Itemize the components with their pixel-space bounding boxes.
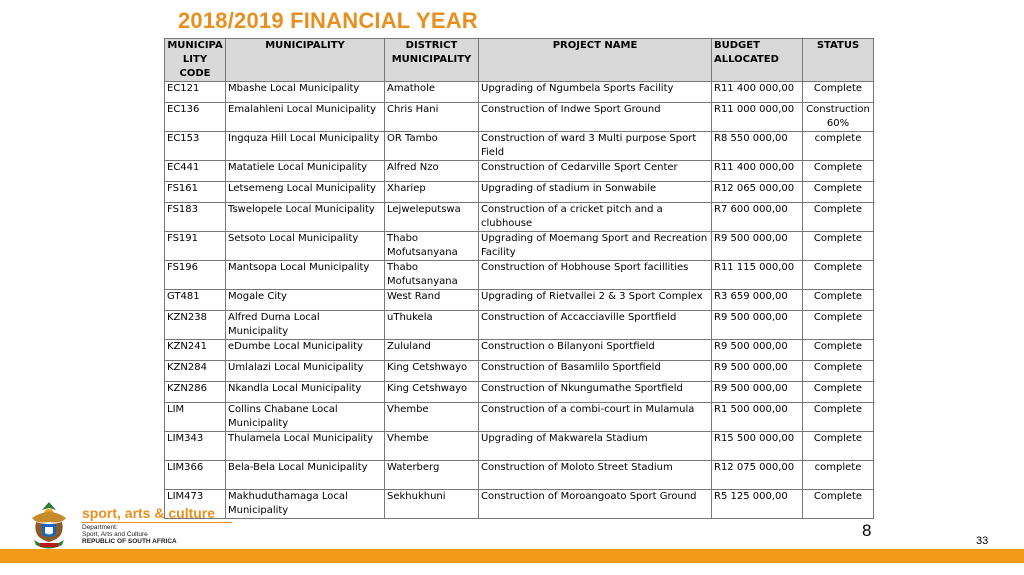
cell-status: Complete [803,161,874,182]
cell-budget: R5 125 000,00 [712,490,803,519]
cell-code: EC441 [165,161,226,182]
cell-status: Complete [803,232,874,261]
cell-municipality: Alfred Duma Local Municipality [226,311,385,340]
cell-budget: R12 075 000,00 [712,461,803,490]
cell-status: Construction 60% [803,103,874,132]
cell-status: Complete [803,82,874,103]
cell-code: GT481 [165,290,226,311]
cell-district: uThukela [385,311,479,340]
cell-status: Complete [803,432,874,461]
cell-code: LIM473 [165,490,226,519]
cell-status: Complete [803,403,874,432]
cell-municipality: Nkandla Local Municipality [226,382,385,403]
cell-budget: R9 500 000,00 [712,311,803,340]
cell-district: Thabo Mofutsanyana [385,261,479,290]
cell-municipality: eDumbe Local Municipality [226,340,385,361]
cell-district: Thabo Mofutsanyana [385,232,479,261]
table-row [165,232,874,261]
table-row [165,361,874,382]
cell-district: Sekhukhuni [385,490,479,519]
cell-status: complete [803,461,874,490]
cell-project: Construction of a cricket pitch and a clubhouse [479,203,712,232]
slide-number: 8 [862,521,872,540]
table-row [165,261,874,290]
coat-of-arms-icon [26,500,72,550]
cell-code: KZN238 [165,311,226,340]
cell-budget: R9 500 000,00 [712,361,803,382]
cell-budget: R1 500 000,00 [712,403,803,432]
cell-code: FS196 [165,261,226,290]
cell-code: EC153 [165,132,226,161]
cell-budget: R9 500 000,00 [712,232,803,261]
table-row [165,490,874,519]
cell-municipality: Mantsopa Local Municipality [226,261,385,290]
cell-status: Complete [803,361,874,382]
cell-municipality: Ingquza Hill Local Municipality [226,132,385,161]
cell-project: Construction of Indwe Sport Ground [479,103,712,132]
cell-budget: R9 500 000,00 [712,382,803,403]
cell-code: FS191 [165,232,226,261]
cell-code: LIM366 [165,461,226,490]
cell-district: Alfred Nzo [385,161,479,182]
cell-district: King Cetshwayo [385,382,479,403]
cell-project: Construction of ward 3 Multi purpose Sport Field [479,132,712,161]
header-municipality: MUNICIPALITY [226,39,385,82]
table-body [165,82,874,519]
table-row [165,340,874,361]
cell-code: LIM343 [165,432,226,461]
header-budget-allocated: BUDGET ALLOCATED [712,39,803,82]
cell-budget: R7 600 000,00 [712,203,803,232]
cell-district: King Cetshwayo [385,361,479,382]
cell-code: FS161 [165,182,226,203]
table-row [165,161,874,182]
table-row [165,403,874,432]
table-row [165,103,874,132]
cell-district: OR Tambo [385,132,479,161]
cell-status: Complete [803,182,874,203]
header-municipality-code: MUNICIPALITY CODE [165,39,226,82]
cell-status: Complete [803,203,874,232]
cell-district: West Rand [385,290,479,311]
cell-project: Construction of Moloto Street Stadium [479,461,712,490]
department-title: Sport, Arts and Culture [82,531,148,538]
cell-budget: R12 065 000,00 [712,182,803,203]
cell-district: Vhembe [385,403,479,432]
cell-municipality: Emalahleni Local Municipality [226,103,385,132]
cell-budget: R8 550 000,00 [712,132,803,161]
cell-municipality: Makhuduthamaga Local Municipality [226,490,385,519]
cell-project: Upgrading of Rietvallei 2 & 3 Sport Complex [479,290,712,311]
cell-code: EC136 [165,103,226,132]
cell-project: Upgrading of Makwarela Stadium [479,432,712,461]
cell-project: Construction of Cedarville Sport Center [479,161,712,182]
cell-municipality: Umlalazi Local Municipality [226,361,385,382]
department-rule [82,522,232,523]
page-number: 33 [976,535,989,547]
cell-budget: R11 000 000,00 [712,103,803,132]
cell-district: Chris Hani [385,103,479,132]
cell-district: Vhembe [385,432,479,461]
cell-code: EC121 [165,82,226,103]
table-row [165,382,874,403]
cell-budget: R11 400 000,00 [712,161,803,182]
cell-project: Construction of Accacciaville Sportfield [479,311,712,340]
header-district-municipality: DISTRICT MUNICIPALITY [385,39,479,82]
cell-code: FS183 [165,203,226,232]
cell-budget: R15 500 000,00 [712,432,803,461]
cell-code: LIM [165,403,226,432]
cell-municipality: Bela-Bela Local Municipality [226,461,385,490]
cell-municipality: Letsemeng Local Municipality [226,182,385,203]
table-header-row [165,39,874,82]
table-row [165,311,874,340]
cell-status: complete [803,132,874,161]
cell-district: Lejweleputswa [385,203,479,232]
cell-project: Construction of Nkungumathe Sportfield [479,382,712,403]
table-row [165,203,874,232]
cell-municipality: Collins Chabane Local Municipality [226,403,385,432]
cell-municipality: Matatiele Local Municipality [226,161,385,182]
cell-project: Upgrading of Ngumbela Sports Facility [479,82,712,103]
cell-code: KZN284 [165,361,226,382]
cell-project: Construction o Bilanyoni Sportfield [479,340,712,361]
cell-project: Construction of Moroangoato Sport Ground [479,490,712,519]
republic-label: REPUBLIC OF SOUTH AFRICA [82,538,177,545]
cell-municipality: Tswelopele Local Municipality [226,203,385,232]
cell-district: Zululand [385,340,479,361]
footer-bar [0,549,1024,563]
cell-budget: R9 500 000,00 [712,340,803,361]
projects-table [164,38,874,519]
cell-municipality: Thulamela Local Municipality [226,432,385,461]
department-label: Department: [82,524,118,531]
table-row [165,132,874,161]
cell-district: Amathole [385,82,479,103]
table-row [165,182,874,203]
header-status: STATUS [803,39,874,82]
cell-status: Complete [803,261,874,290]
page-title: 2018/2019 FINANCIAL YEAR [178,8,478,33]
cell-code: KZN241 [165,340,226,361]
cell-budget: R3 659 000,00 [712,290,803,311]
cell-project: Construction of a combi-court in Mulamula [479,403,712,432]
cell-district: Waterberg [385,461,479,490]
department-name: sport, arts & culture [82,505,216,521]
table-row [165,432,874,461]
cell-budget: R11 400 000,00 [712,82,803,103]
cell-code: KZN286 [165,382,226,403]
table-row [165,290,874,311]
cell-status: Complete [803,382,874,403]
cell-municipality: Mbashe Local Municipality [226,82,385,103]
cell-district: Xhariep [385,182,479,203]
cell-project: Construction of Basamlilo Sportfield [479,361,712,382]
cell-status: Complete [803,490,874,519]
cell-municipality: Mogale City [226,290,385,311]
cell-status: Complete [803,340,874,361]
cell-status: Complete [803,311,874,340]
cell-project: Upgrading of stadium in Sonwabile [479,182,712,203]
table-row [165,461,874,490]
cell-project: Construction of Hobhouse Sport facillities [479,261,712,290]
cell-project: Upgrading of Moemang Sport and Recreation Facility [479,232,712,261]
header-project-name: PROJECT NAME [479,39,712,82]
cell-municipality: Setsoto Local Municipality [226,232,385,261]
table-row [165,82,874,103]
cell-status: Complete [803,290,874,311]
cell-budget: R11 115 000,00 [712,261,803,290]
